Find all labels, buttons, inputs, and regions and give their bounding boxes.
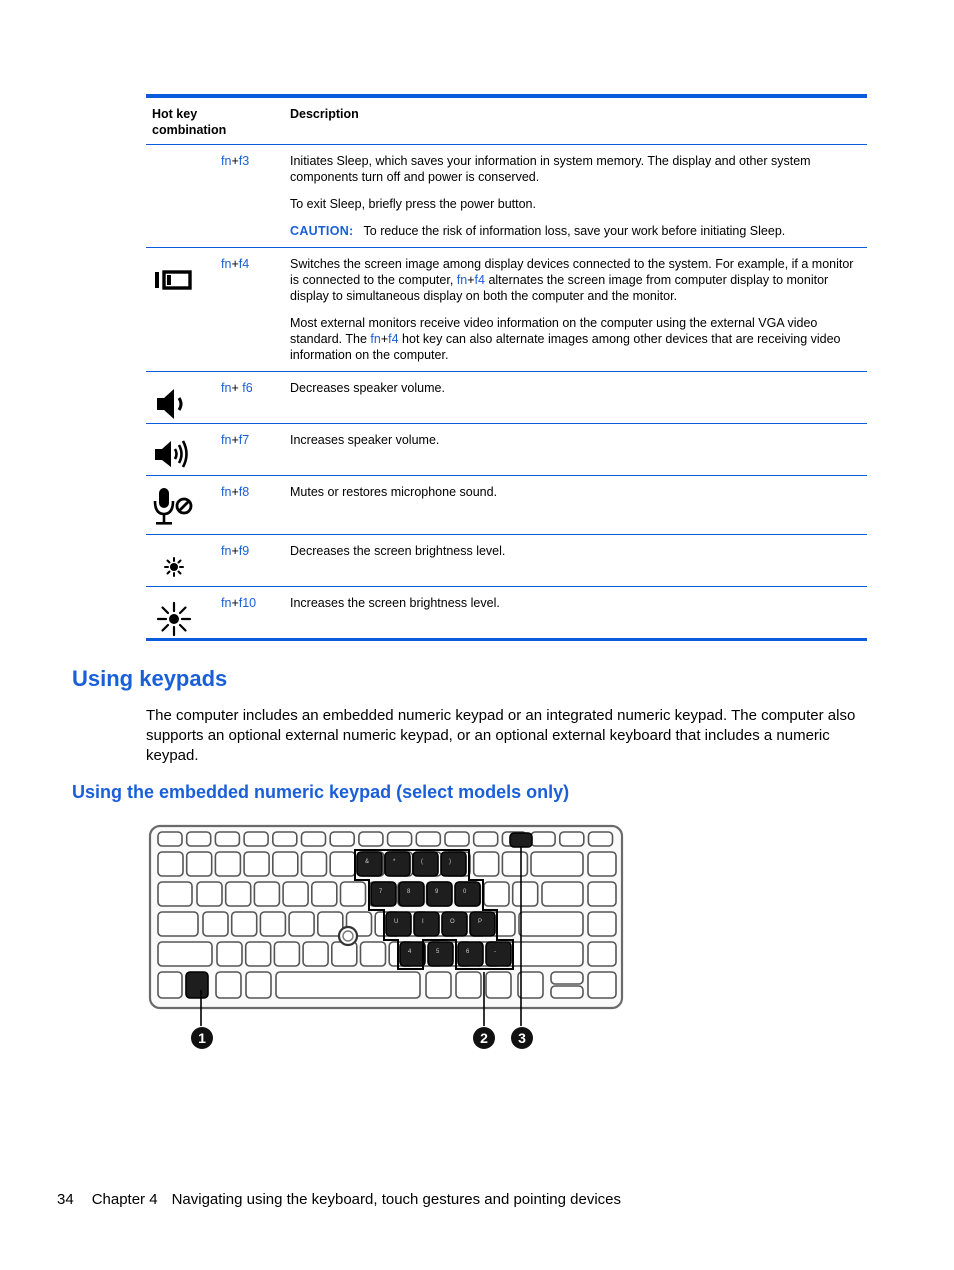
keyboard-key <box>531 832 555 846</box>
fn-key: fn <box>221 596 232 610</box>
chapter-title: Navigating using the keyboard, touch gestures and pointing devices <box>171 1191 622 1208</box>
chapter-label: Chapter 4 <box>91 1191 158 1208</box>
fn-key: fn <box>221 381 232 395</box>
keypad-key-label: 5 <box>436 949 440 955</box>
page-footer <box>57 1191 621 1208</box>
svg-text:2: 2 <box>480 1030 488 1046</box>
keyboard-key <box>289 912 314 936</box>
keyboard-key <box>332 942 357 966</box>
description-text: Increases the screen brightness level. <box>290 596 500 610</box>
keyboard-key <box>560 832 584 846</box>
keyboard-key <box>341 882 366 906</box>
table-row <box>146 535 867 587</box>
f8-key: f8 <box>238 485 250 499</box>
description-text: Increases speaker volume. <box>290 433 440 447</box>
description-text: Initiates Sleep, which saves your information in system memory. The display and other system components turn off and power is conserved. <box>290 154 811 184</box>
table-row <box>146 424 867 476</box>
brightness-down-icon <box>152 545 196 589</box>
f3-key: f3 <box>238 154 250 168</box>
keyboard-illustration <box>146 822 626 1062</box>
keypad-key <box>486 942 511 966</box>
keyboard-key <box>474 852 499 876</box>
table-row <box>146 587 867 638</box>
keyboard-key <box>519 912 583 936</box>
num-lock-key <box>510 833 532 847</box>
keyboard-key <box>445 832 469 846</box>
page-number: 34 <box>57 1191 74 1208</box>
svg-text:1: 1 <box>198 1030 206 1046</box>
keyboard-key <box>359 832 383 846</box>
keypad-key <box>413 852 438 876</box>
spacebar <box>276 972 420 998</box>
fn-key: fn <box>221 257 232 271</box>
table-row <box>146 372 867 424</box>
keyboard-key <box>589 832 613 846</box>
moon-icon <box>152 155 196 199</box>
caution-note <box>290 223 860 239</box>
keyboard-key <box>474 832 498 846</box>
keyboard-key <box>215 852 240 876</box>
keyboard-key <box>158 972 182 998</box>
keyboard-key <box>273 832 297 846</box>
subsection-heading: Using the embedded numeric keypad (select models only) <box>72 782 570 802</box>
hotkey-combo: fn+f9 <box>221 544 250 558</box>
keyboard-key <box>388 832 412 846</box>
keyboard-key <box>588 972 616 998</box>
row-description <box>290 248 860 371</box>
keyboard-key <box>283 882 308 906</box>
row-description <box>290 587 860 619</box>
keyboard-key <box>588 942 616 966</box>
keypad-key <box>458 942 483 966</box>
description-text: Switches the screen image among display devices connected to the system. For example, if a monitor is connected to the computer, fn+f4 alternates the screen image from computer display to monitor display to simultaneous display on both the computer and the monitor. <box>290 257 854 303</box>
fn-key: fn <box>221 433 232 447</box>
caution-label: CAUTION: <box>290 224 354 238</box>
caution-text: To reduce the risk of information loss, save your work before initiating Sleep. <box>363 224 786 238</box>
keyboard-key <box>502 852 527 876</box>
keypad-key <box>385 852 410 876</box>
row-description <box>290 424 860 456</box>
row-description <box>290 535 860 567</box>
keyboard-key <box>588 882 616 906</box>
keyboard-key <box>226 882 251 906</box>
keypad-key-label: P <box>478 919 483 925</box>
keyboard-key <box>551 972 583 984</box>
keyboard-key <box>158 832 182 846</box>
row-description <box>290 372 860 404</box>
header-hot-key: Hot key combination <box>152 107 227 137</box>
header-description: Description <box>290 107 359 121</box>
hotkey-combo: fn+f3 <box>221 154 250 168</box>
keyboard-key <box>531 852 583 876</box>
keypad-key-label: - <box>494 949 496 955</box>
hotkey-combo: fn+f10 <box>221 596 257 610</box>
f4-key: f4 <box>238 257 250 271</box>
keyboard-key <box>158 942 212 966</box>
keypad-key-label: ( <box>421 859 423 865</box>
keyboard-key <box>158 882 192 906</box>
hotkey-combo: fn+f4 <box>221 257 250 271</box>
f7-key: f7 <box>238 433 250 447</box>
section-paragraph: The computer includes an embedded numeric keypad or an integrated numeric keypad. The computer also supports an optional external numeric keypad, or an optional external keyboard that includes a numeric keypad. <box>146 707 856 764</box>
description-text: To exit Sleep, briefly press the power button. <box>290 197 536 211</box>
keyboard-key <box>217 942 242 966</box>
keyboard-key <box>361 942 386 966</box>
keypad-key <box>399 882 424 906</box>
description-text: Decreases speaker volume. <box>290 381 445 395</box>
keyboard-key <box>187 852 212 876</box>
keyboard-key <box>426 972 451 998</box>
keyboard-key <box>254 882 279 906</box>
keyboard-key <box>197 882 222 906</box>
keypad-key <box>455 882 480 906</box>
f9-key: f9 <box>238 544 250 558</box>
f10-key: f10 <box>238 596 257 610</box>
keypad-key-label: 7 <box>379 889 383 895</box>
keypad-key-label: ) <box>449 859 451 865</box>
hotkey-table <box>146 94 867 641</box>
keyboard-key <box>486 972 511 998</box>
volume-up-icon <box>152 434 196 478</box>
keypad-key-label: * <box>393 859 396 865</box>
svg-text:3: 3 <box>518 1030 526 1046</box>
keypad-key-label: O <box>450 919 455 925</box>
fn-key-highlight <box>186 972 208 998</box>
keypad-key-label: 9 <box>435 889 439 895</box>
keyboard-key <box>302 832 326 846</box>
hotkey-combo: fn+f7 <box>221 433 250 447</box>
keypad-key <box>371 882 396 906</box>
table-header <box>146 98 867 145</box>
table-row <box>146 248 867 372</box>
callout-3 <box>511 1027 533 1049</box>
keypad-key-label: 6 <box>466 949 470 955</box>
keypad-key <box>470 912 495 936</box>
keyboard-key <box>244 852 269 876</box>
keypad-key-label: U <box>394 919 399 925</box>
description-text: Most external monitors receive video information on the computer using the external VGA video standard. The fn+f4 hot key can also alternate images among other devices that are receiving video information on the computer. <box>290 316 841 362</box>
keypad-key <box>427 882 452 906</box>
keyboard-key <box>588 852 616 876</box>
keyboard-key <box>246 972 271 998</box>
keyboard-key <box>273 852 298 876</box>
keyboard-key <box>246 942 271 966</box>
callout-2 <box>473 1027 495 1049</box>
row-description <box>290 476 860 508</box>
keypad-key <box>414 912 439 936</box>
keypad-key-label: 8 <box>407 889 411 895</box>
hotkey-combo: fn+ f6 <box>221 381 253 395</box>
keyboard-key <box>215 832 239 846</box>
callout-1 <box>191 1027 213 1049</box>
keypad-key <box>357 852 382 876</box>
row-description <box>290 145 860 247</box>
keyboard-key <box>232 912 257 936</box>
keypad-key-label: & <box>365 859 370 865</box>
f6-key: f6 <box>242 381 253 395</box>
keyboard-key <box>312 882 337 906</box>
brightness-up-icon <box>152 597 196 641</box>
keypad-key <box>400 942 425 966</box>
display-switch-icon <box>152 258 196 302</box>
description-text: Decreases the screen brightness level. <box>290 544 506 558</box>
volume-down-icon <box>152 382 196 426</box>
keyboard-key <box>158 852 183 876</box>
keyboard-key <box>416 832 440 846</box>
keyboard-key <box>456 972 481 998</box>
keyboard-key <box>274 942 299 966</box>
keyboard-key <box>588 912 616 936</box>
keyboard-key <box>216 972 241 998</box>
mic-mute-icon <box>152 486 196 530</box>
keyboard-key <box>302 852 327 876</box>
table-row <box>146 145 867 248</box>
keyboard-key <box>244 832 268 846</box>
table-row <box>146 476 867 535</box>
fn-key: fn <box>221 544 232 558</box>
keyboard-key <box>484 882 509 906</box>
keypad-key <box>441 852 466 876</box>
keypad-key-label: I <box>422 919 424 925</box>
keyboard-key <box>330 832 354 846</box>
keyboard-key <box>513 882 538 906</box>
keyboard-key <box>330 852 355 876</box>
keyboard-key <box>158 912 198 936</box>
keypad-key-label: 4 <box>408 949 412 955</box>
keypad-key-label: 0 <box>463 889 467 895</box>
fn-key: fn <box>221 485 232 499</box>
fn-key: fn <box>221 154 232 168</box>
keypad-key <box>428 942 453 966</box>
keyboard-key <box>260 912 285 936</box>
keyboard-key <box>504 942 583 966</box>
hotkey-combo: fn+f8 <box>221 485 250 499</box>
keypad-key <box>386 912 411 936</box>
keyboard-key <box>187 832 211 846</box>
keyboard-key <box>203 912 228 936</box>
keyboard-key <box>551 986 583 998</box>
description-text: Mutes or restores microphone sound. <box>290 485 498 499</box>
keyboard-key <box>303 942 328 966</box>
section-heading: Using keypads <box>72 666 228 691</box>
keyboard-key <box>542 882 583 906</box>
